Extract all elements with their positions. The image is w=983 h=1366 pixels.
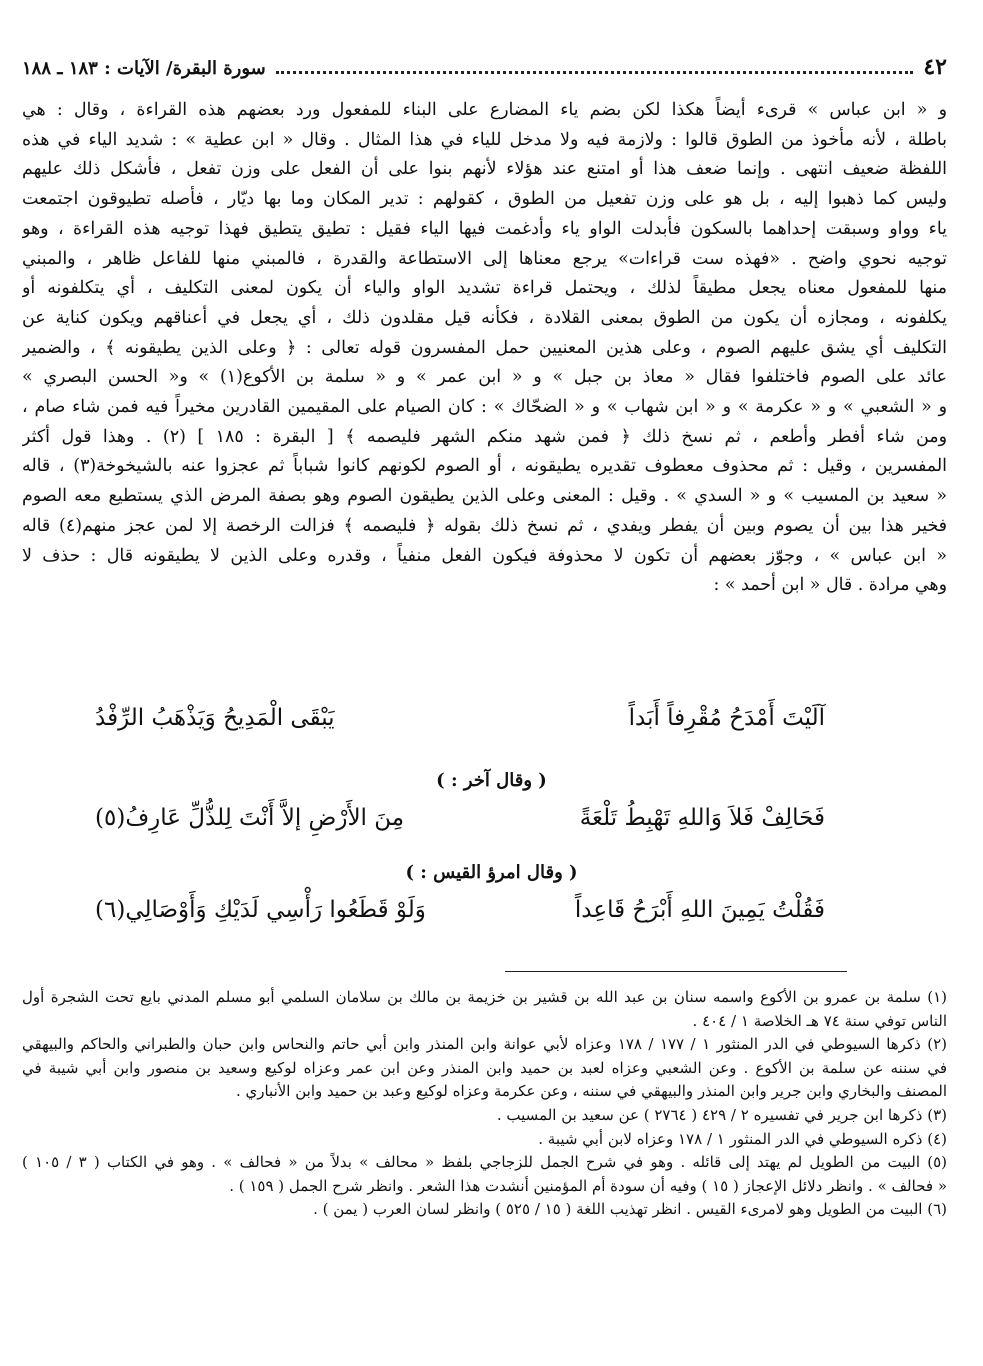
- footnote-4: [22, 1128, 947, 1152]
- text-line: عائد على الصوم فاختلفوا فقال « معاذ بن جبل » و « ابن عمر » و « سلمة بن الأكوع(١) » و« الحسن البصري »: [22, 367, 947, 388]
- poem-verse-3: [95, 897, 825, 923]
- text-line: المفسرين ، وقيل : ثم محذوف معطوف تقديره يطيقونه ، أو الصوم لكونهم كانوا شباباً ثم عجزوا عنه بالشيخوخة(٣) ، قاله: [22, 456, 947, 477]
- text-line: ياء وواو وسبقت إحداهما بالسكون فأبدلت الواو ياء وأدغمت فيها الياء فقيل : تطيق يتطيق فهذا توجيه هذه القراءة ، وهو: [22, 218, 947, 239]
- text-line: « ابن عباس » ، وجوّز بعضهم أن تكون لا محذوفة فيكون الفعل منفياً ، وقدره وعلى الذين لا يطيقونه قال : حذف لا: [22, 545, 947, 566]
- poem-verse-1: [95, 705, 825, 731]
- main-text: [22, 96, 947, 696]
- page-header: [22, 54, 947, 82]
- verse-caption: ( وقال امرؤ القيس : ): [405, 862, 578, 883]
- footnote-line: (٤) ذكره السيوطي في الدر المنثور ١ / ١٧٨ وعزاه لابن أبي شيبة .: [538, 1129, 947, 1148]
- footnote-2: [22, 1033, 947, 1104]
- text-line: ومن شاء أفطر وأطعم ، ثم نسخ ذلك ﴿ فمن شهد منكم الشهر فليصمه ﴾ [ البقرة : ١٨٥ ] (٢) . وهذا قول أكثر: [22, 426, 947, 447]
- text-line: منها للمفعول معناه يجعل مطيقاً لذلك ، ويحتمل قراءة تشديد الواو والياء أن يكون لمعنى التكليف ، أي يتكلفونه أو: [22, 278, 947, 299]
- text-line: باطلة ، لأنه مأخوذ من الطوق قالوا : ولازمة فيه ولا مدخل للياء في هذا المثال . وقال « ابن عطية » : شديد الياء في هذه: [22, 129, 947, 150]
- footnote-line: (٥) البيت من الطويل لم يهتد إلى قائله . وهو في شرح الجمل للزجاجي بلفظ « محالف » بدلاً من « فحالف » . وهو في الكتاب ( ٣ / ١٠٥ ): [22, 1153, 947, 1172]
- footnote-line: (٢) ذكرها السيوطي في الدر المنثور ١ / ١٧٧ / ١٧٨ وعزاه لأبي عوانة وابن المنذر وابن أبي حاتم والنحاس وابن حبان والطبراني والحاكم والبيهقي: [22, 1035, 947, 1054]
- verse-caption: ( وقال آخر : ): [436, 770, 547, 791]
- verse-first-hemistich: فَحَالِفْ فَلاَ وَاللهِ تَهْبِطُ تَلْعَةً: [579, 805, 825, 831]
- header-dotted-leader: [276, 57, 914, 74]
- footnote-separator: [505, 971, 847, 972]
- footnote-3: [22, 1104, 947, 1128]
- page-number: ٤٢: [923, 54, 947, 80]
- text-line: وهي مرادة . قال « ابن أحمد » :: [713, 575, 947, 596]
- footnote-line: الناس توفي سنة ٧٤ هـ الخلاصة ١ / ٤٠٤ .: [692, 1011, 947, 1030]
- footnote-line: المصنف والبخاري وابن جرير وابن المنذر والبيهقي في سننه ، وعن عكرمة وعزاه لوكيع وعبد بن حميد وابن الأنباري .: [235, 1082, 947, 1101]
- footnote-1: [22, 986, 947, 1033]
- verse-second-hemistich: مِنَ الأَرْضِ إلاَّ أَنْتَ لِلذُّلِّ عَارِفُ(٥): [95, 805, 405, 831]
- verse-second-hemistich: يَبْقَى الْمَدِيحُ وَيَذْهَبُ الرِّفْدُ: [95, 705, 335, 731]
- verse-first-hemistich: آلَيْتَ أَمْدَحُ مُقْرِفاً أَبَداً: [628, 705, 825, 731]
- text-line: « سعيد بن المسيب » و « السدي » . وقيل : المعنى وعلى الذين يطيقون الصوم وهو بصفة المرض الذي يستطيع معه الصوم: [22, 486, 947, 507]
- text-line: يكلفونه ، ومجازه أن يكون من الطوق بمعنى القلادة ، فكأنه قيل مقلدون ذلك ، أي يجعل في أعناقهم ويكون كناية عن: [22, 307, 947, 328]
- running-title: سورة البقرة/ الآيات : ١٨٣ ـ ١٨٨: [22, 58, 266, 79]
- text-line: و « الشعبي » و « عكرمة » و « ابن شهاب » و « الضحّاك » : كان الصيام على المقيمين القادرين مخيراً فيه فمن شاء صام ،: [22, 397, 947, 418]
- footnote-6: [22, 1198, 947, 1222]
- verse-second-hemistich: وَلَوْ قَطَعُوا رَأْسِي لَدَيْكِ وَأَوْصَالِي(٦): [95, 897, 426, 923]
- footnote-line: في سننه عن سلمة بن الأكوع . وعن الشعبي وعزاه لعبد بن حميد وابن المنذر وعن ابن عمر وعزاه لوكيع وسعيد بن منصور وابن أبي شيبة في: [22, 1058, 947, 1077]
- text-line: توجيه نحوي واضح . «فهذه ست قراءات» يرجع معناها إلى الاستطاعة والقدرة ، فالمبني منها للفاعل ظاهر ، والمبني: [22, 248, 947, 269]
- poem-verse-2: [95, 805, 825, 831]
- text-line: التكليف أي يشق عليهم الصوم ، وعلى هذين المعنيين حمل المفسرون قوله تعالى : ﴿ وعلى الذين يطيقونه ﴾ ، والضمير: [22, 337, 947, 358]
- footnotes: [22, 986, 947, 1222]
- footnote-line: (١) سلمة بن عمرو بن الأكوع واسمه سنان بن عبد الله بن قشير بن خزيمة بن مالك بن سلامان السلمي أبو مسلم المدني بايع تحت الشجرة أول: [22, 988, 947, 1006]
- text-line: وليس كما ذهبوا إليه ، بل هو على وزن تفعيل من الطوق ، كقولهم : تدير المكان وما بها ديّار ، فأصله تطيوقون اجتمعت: [22, 189, 947, 210]
- verse-first-hemistich: فَقُلْتُ يَمِينَ اللهِ أَبْرَحُ قَاعِداً: [574, 897, 825, 923]
- footnote-line: « فحالف » . وانظر دلائل الإعجاز ( ١٥ ) وفيه أن سودة أم المؤمنين أنشدت هذا الشعر . وانظر شرح الجمل ( ١٥٩ ) .: [229, 1176, 947, 1195]
- footnote-line: (٣) ذكرها ابن جرير في تفسيره ٢ / ٤٢٩ ( ٢٧٦٤ ) عن سعيد بن المسيب .: [496, 1105, 947, 1124]
- text-line: و « ابن عباس » قرىء أيضاً هكذا لكن بضم ياء المضارع على البناء للمفعول ورد بعضهم هذه القراءة ، وقال : هي: [22, 100, 947, 120]
- footnote-line: (٦) البيت من الطويل وهو لامرىء القيس . انظر تهذيب اللغة ( ١٥ / ٥٢٥ ) وانظر لسان العرب ( يمن ) .: [313, 1200, 947, 1219]
- text-line: اللفظة ضعيف انتهى . وإنما ضعف هذا أو امتنع عند هؤلاء لأنهم بنوا على أن الفعل على وزن تفعل ، فأشكل ذلك عليهم: [22, 159, 947, 180]
- footnote-5: [22, 1151, 947, 1198]
- text-line: فخير هذا بين أن يصوم وبين أن يفطر ويفدي ، ثم نسخ ذلك بقوله ﴿ فليصمه ﴾ فزالت الرخصة إلا لمن عجز منهم(٤) قاله: [22, 515, 947, 536]
